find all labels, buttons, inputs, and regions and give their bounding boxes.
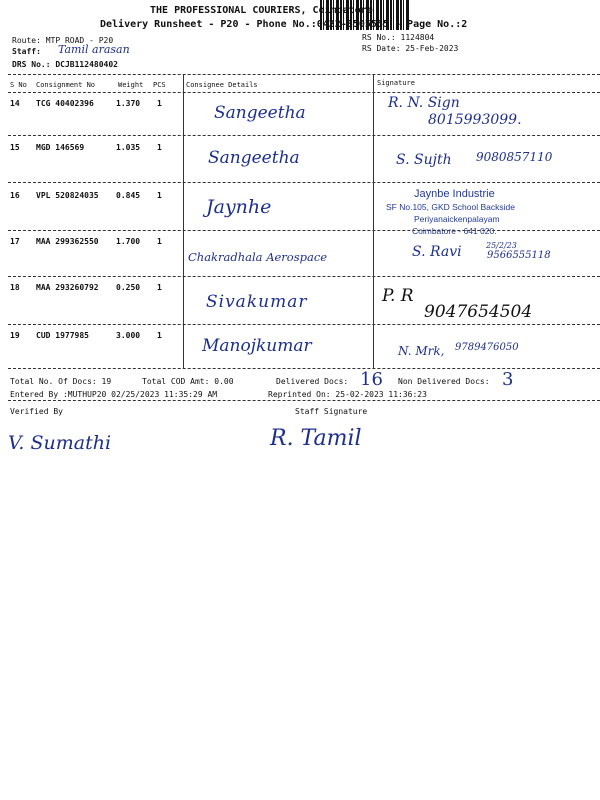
row-17-weight: 1.700 [116,237,141,246]
delivered-docs-value: 16 [360,369,383,390]
non-delivered-docs-label: Non Delivered Docs: [398,377,490,386]
non-delivered-docs-value: 3 [502,369,514,390]
col-signature: Signature [377,79,415,87]
row-17-cons: MAA 299362550 [36,237,99,246]
staff-signature-label: Staff Signature [295,407,368,416]
col-pcs: PCS [153,81,166,89]
staff-signature: R. Tamil [270,426,362,451]
footer-rule [8,400,600,401]
rs-date: RS Date: 25-Feb-2023 [362,44,459,53]
row-19-cons: CUD 1977985 [36,331,89,340]
row-17-pcs: 1 [157,237,162,246]
row-16-consignee: Jaynhe [206,196,272,218]
row-16-weight: 0.845 [116,191,141,200]
row-15-cons: MGD 146569 [36,143,85,152]
row-18-sno: 18 [10,283,20,292]
delivered-docs-label: Delivered Docs: [276,377,349,386]
col-weight: Weight [118,81,144,89]
row-rule [8,230,600,231]
table-top-rule [8,74,600,75]
row-15-sno: 15 [10,143,20,152]
row-14-consignee: Sangeetha [214,103,306,123]
drs-number: DRS No.: DCJB112480402 [12,60,118,69]
company-title: THE PROFESSIONAL COURIERS, Coimbatore [150,5,373,16]
staff-label: Staff: [12,47,41,56]
row-19-consignee: Manojkumar [202,336,312,356]
total-cod: Total COD Amt: 0.00 [142,377,234,386]
col-consignment: Consignment No [36,81,96,89]
stamp-line-3: Periyanaickenpalayam [414,214,500,224]
row-14-pcs: 1 [157,99,162,108]
route-label: Route: MTP ROAD - P20 [12,36,114,45]
row-17-signature: S. Ravi [412,244,462,260]
row-19-pcs: 1 [157,331,162,340]
row-18-weight: 0.250 [116,283,141,292]
reprinted-on: Reprinted On: 25-02-2023 11:36:23 [268,390,427,399]
row-18-phone: 9047654504 [424,302,533,322]
header-rule [8,92,600,93]
row-19-sno: 19 [10,331,20,340]
row-17-date: 25/2/23 [486,241,517,250]
row-16-sno: 16 [10,191,20,200]
row-14-weight: 1.370 [116,99,141,108]
verified-by-label: Verified By [10,407,63,416]
row-15-consignee: Sangeetha [208,148,300,168]
row-16-pcs: 1 [157,191,162,200]
row-rule [8,182,600,183]
row-14-sno: 14 [10,99,20,108]
entered-by: Entered By :MUTHUP20 02/25/2023 11:35:29 AM [10,390,218,399]
col-consignee: Consignee Details [186,81,258,89]
row-18-pcs: 1 [157,283,162,292]
row-19-phone: 9789476050 [455,342,519,353]
stamp-line-2: SF No.105, GKD School Backside [386,202,515,212]
row-15-pcs: 1 [157,143,162,152]
row-rule [8,276,600,277]
row-15-signature: S. Sujth [396,152,452,168]
row-17-phone: 9566555118 [487,250,551,261]
row-14-signature: R. N. Sign [388,95,460,111]
row-18-cons: MAA 293260792 [36,283,99,292]
rs-number: RS No.: 1124804 [362,33,435,42]
row-19-signature: N. Mrk, [398,344,445,358]
row-19-weight: 3.000 [116,331,141,340]
staff-name-handwritten: Tamil arasan [58,43,130,56]
row-rule [8,135,600,136]
row-16-cons: VPL 520824035 [36,191,99,200]
stamp-line-1: Jaynbe Industrie [414,188,495,200]
total-docs: Total No. Of Docs: 19 [10,377,112,386]
row-14-phone: 8015993099. [428,112,522,128]
row-15-phone: 9080857110 [476,150,553,164]
row-17-sno: 17 [10,237,20,246]
col-sno: S No [10,81,27,89]
row-18-signature: P. R [382,286,414,306]
row-rule [8,324,600,325]
row-17-consignee: Chakradhala Aerospace [188,250,328,264]
row-14-cons: TCG 40402396 [36,99,94,108]
verified-by-signature: V. Sumathi [8,432,112,454]
row-18-consignee: Sivakumar [206,292,308,312]
runsheet-subtitle: Delivery Runsheet - P20 - Phone No.:0422-3505555 - Page No.:2 [100,19,468,30]
stamp-line-4: Coimbatore - 641 020. [412,226,497,236]
row-15-weight: 1.035 [116,143,141,152]
